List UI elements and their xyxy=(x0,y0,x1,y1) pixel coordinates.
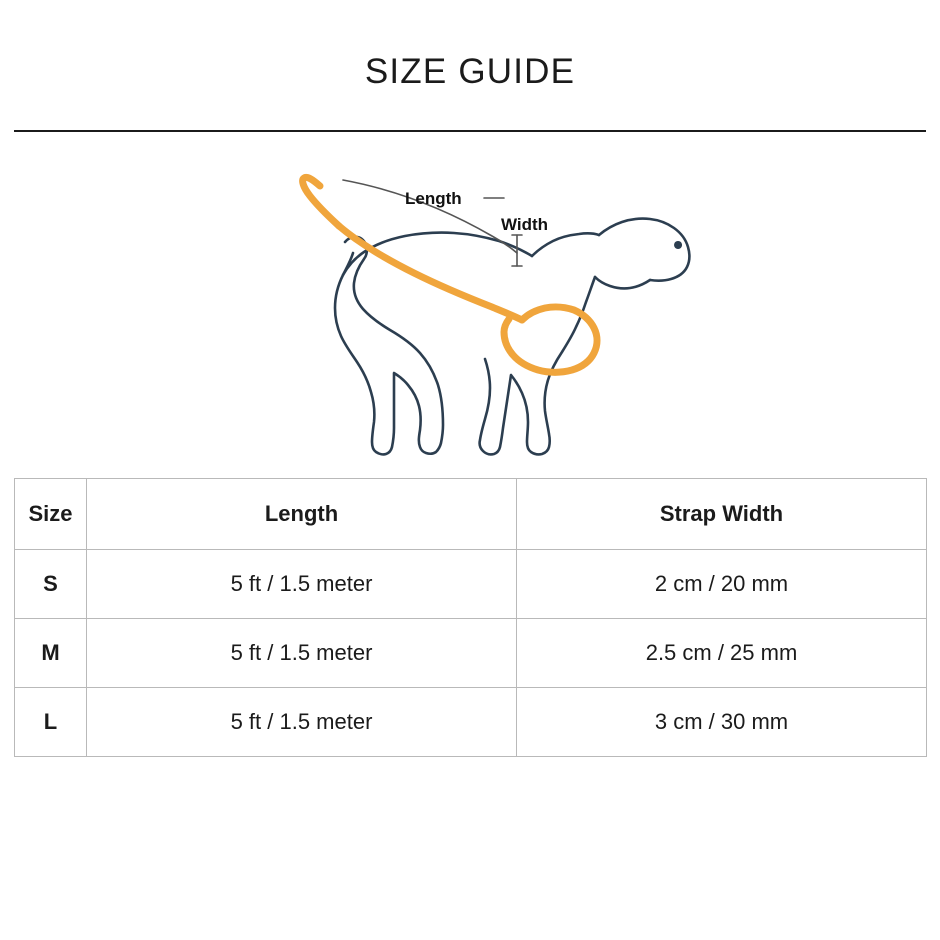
dog-icon xyxy=(335,219,689,455)
table-row xyxy=(15,619,927,688)
size-table xyxy=(14,478,927,757)
header-size: Size xyxy=(15,479,87,550)
product-illustration xyxy=(14,140,926,470)
width-callout-label: Width xyxy=(501,215,549,234)
cell-length: 5 ft / 1.5 meter xyxy=(87,550,517,619)
table-row xyxy=(15,688,927,757)
cell-size: L xyxy=(15,688,87,757)
header-length: Length xyxy=(87,479,517,550)
table-row xyxy=(15,550,927,619)
header-strap-width: Strap Width xyxy=(517,479,927,550)
length-callout-label: Length xyxy=(405,189,462,208)
cell-strap-width: 2 cm / 20 mm xyxy=(517,550,927,619)
table-header-row xyxy=(15,479,927,550)
title-divider xyxy=(14,130,926,132)
page-title: SIZE GUIDE xyxy=(364,52,576,91)
cell-length: 5 ft / 1.5 meter xyxy=(87,619,517,688)
cell-strap-width: 3 cm / 30 mm xyxy=(517,688,927,757)
cell-length: 5 ft / 1.5 meter xyxy=(87,688,517,757)
cell-strap-width: 2.5 cm / 25 mm xyxy=(517,619,927,688)
cell-size: S xyxy=(15,550,87,619)
cell-size: M xyxy=(15,619,87,688)
